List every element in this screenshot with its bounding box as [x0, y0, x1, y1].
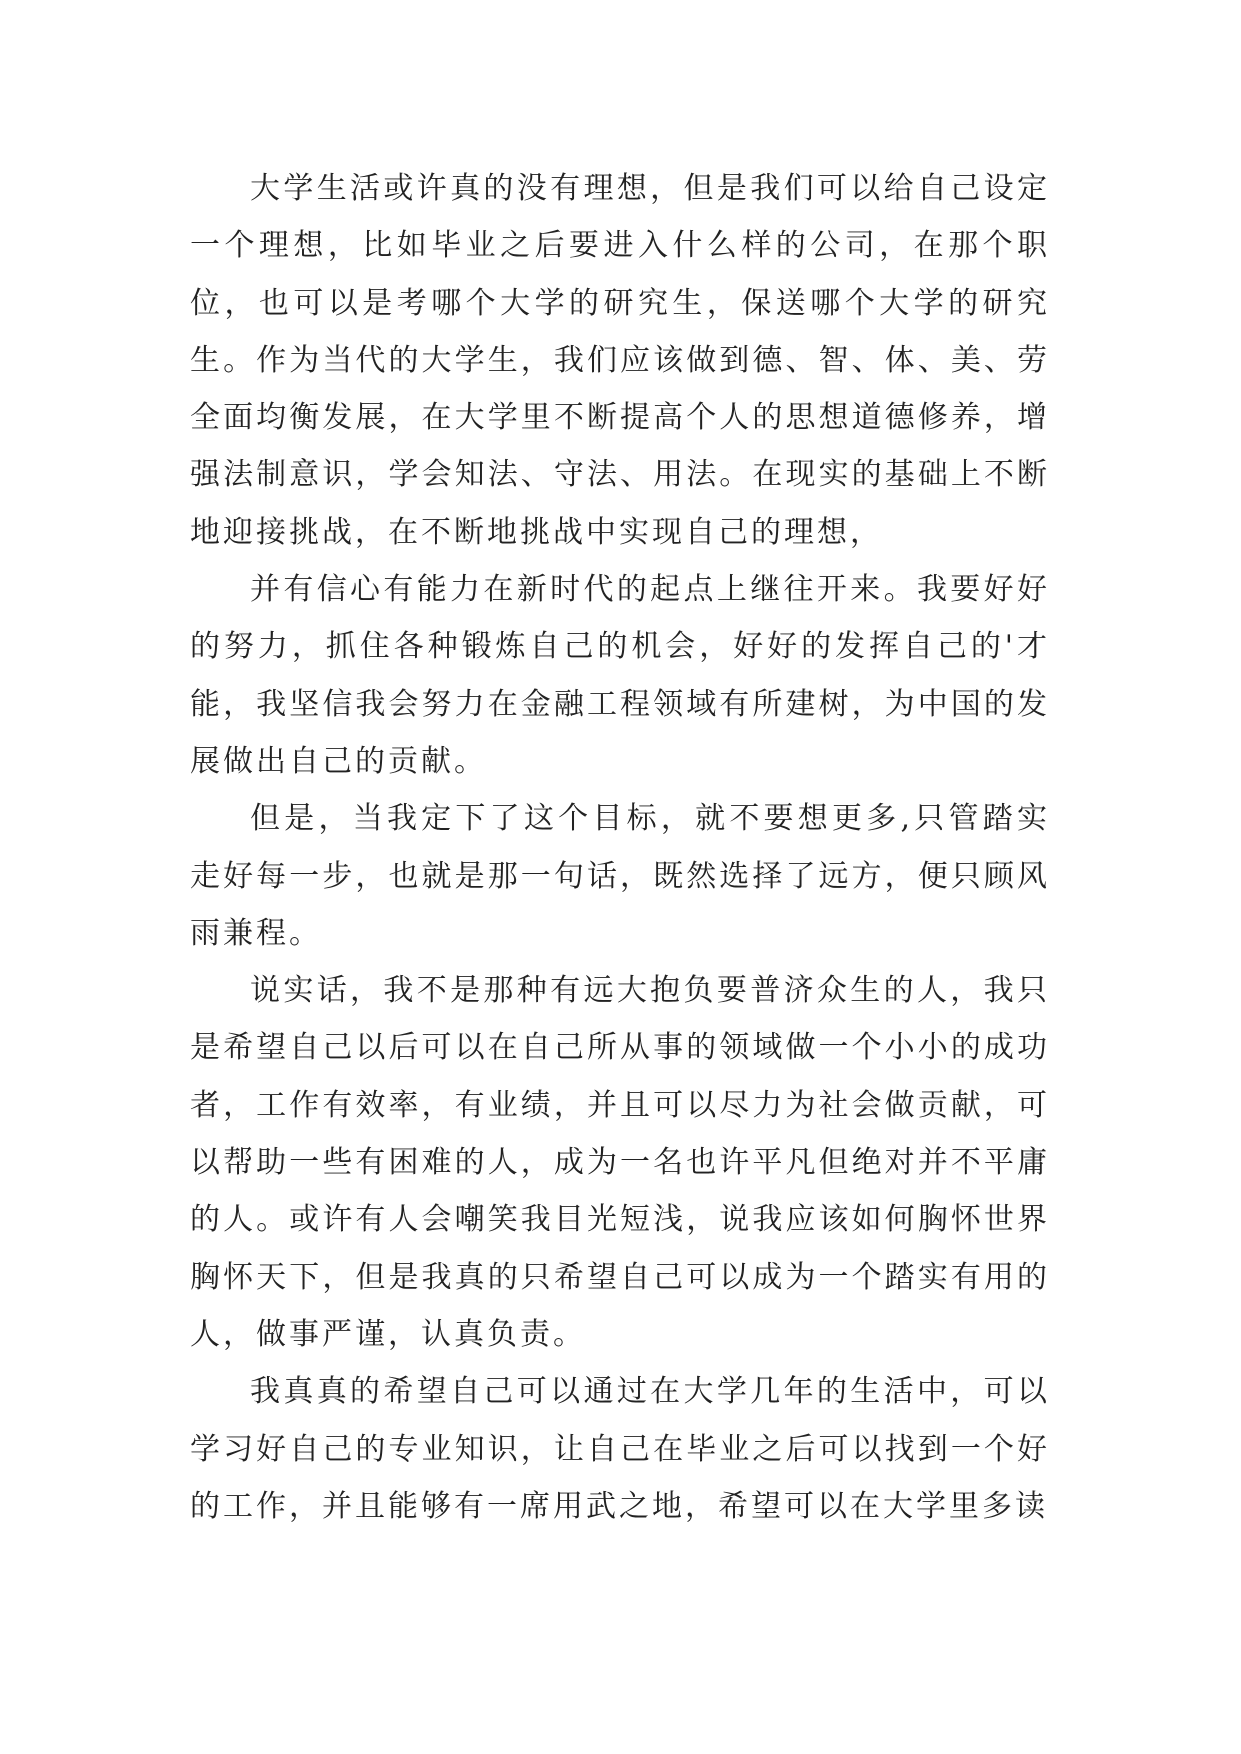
- paragraph: 并有信心有能力在新时代的起点上继往开来。我要好好的努力，抓住各种锻炼自己的机会，好好的发挥自己的'才能，我坚信我会努力在金融工程领域有所建树，为中国的发展做出自己的贡献。: [190, 572, 1050, 779]
- paragraph: 说实话，我不是那种有远大抱负要普济众生的人，我只是希望自己以后可以在自己所从事的领域做一个小小的成功者，工作有效率，有业绩，并且可以尽力为社会做贡献，可以帮助一些有困难的人，成为一名也许平凡但绝对并不平庸的人。或许有人会嘲笑我目光短浅，说我应该如何胸怀世界胸怀天下，但是我真的只希望自己可以成为一个踏实有用的人，做事严谨，认真负责。: [190, 973, 1050, 1352]
- paragraph: 但是，当我定下了这个目标，就不要想更多,只管踏实走好每一步，也就是那一句话，既然选择了远方，便只顾风雨兼程。: [190, 801, 1050, 951]
- document-body: [190, 160, 1050, 1535]
- paragraph: 我真真的希望自己可以通过在大学几年的生活中，可以学习好自己的专业知识，让自己在毕业之后可以找到一个好的工作，并且能够有一席用武之地，希望可以在大学里多读: [190, 1374, 1050, 1524]
- paragraph: 大学生活或许真的没有理想，但是我们可以给自己设定一个理想，比如毕业之后要进入什么样的公司，在那个职位，也可以是考哪个大学的研究生，保送哪个大学的研究生。作为当代的大学生，我们应该做到德、智、体、美、劳全面均衡发展，在大学里不断提高个人的思想道德修养，增强法制意识，学会知法、守法、用法。在现实的基础上不断地迎接挑战，在不断地挑战中实现自己的理想，: [190, 171, 1050, 550]
